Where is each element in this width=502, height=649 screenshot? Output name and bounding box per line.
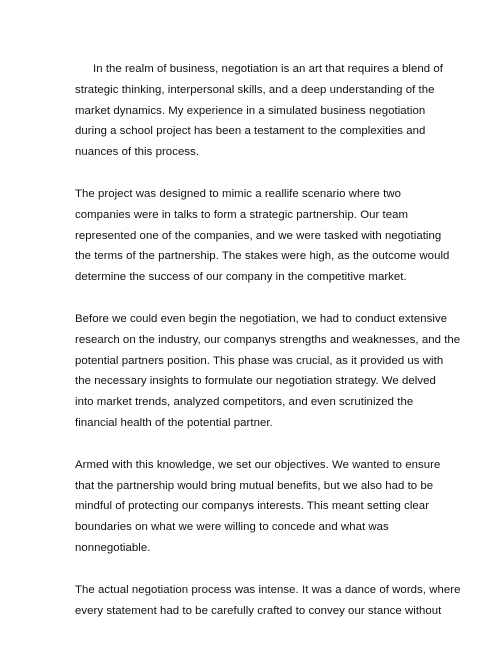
paragraph-line: mindful of protecting our companys interests. This meant setting clear bbox=[75, 500, 430, 513]
paragraph-line: represented one of the companies, and we were tasked with negotiating bbox=[75, 229, 442, 242]
paragraph-line: every statement had to be carefully crafted to convey our stance without bbox=[75, 604, 442, 617]
paragraph-line: determine the success of our company in the competitive market. bbox=[75, 271, 407, 284]
paragraph-line: In the realm of business, negotiation is an art that requires a blend of bbox=[93, 63, 443, 75]
paragraph-1 bbox=[75, 59, 443, 163]
paragraph-line: Armed with this knowledge, we set our objectives. We wanted to ensure bbox=[75, 458, 441, 471]
paragraph-line: the terms of the partnership. The stakes were high, as the outcome would bbox=[75, 250, 450, 263]
paragraph-line: market dynamics. My experience in a simulated business negotiation bbox=[75, 104, 426, 117]
paragraph-line: into market trends, analyzed competitors, and even scrutinized the bbox=[75, 396, 414, 409]
paragraph-line: that the partnership would bring mutual benefits, but we also had to be bbox=[75, 479, 434, 492]
paragraph-line: the necessary insights to formulate our negotiation strategy. We delved bbox=[75, 375, 436, 388]
paragraph-line: nuances of this process. bbox=[75, 146, 200, 159]
paragraph-5 bbox=[75, 580, 461, 622]
document-body bbox=[75, 59, 461, 642]
paragraph-line: The project was designed to mimic a reallife scenario where two bbox=[75, 187, 402, 200]
paragraph-line: The actual negotiation process was intense. It was a dance of words, where bbox=[75, 583, 461, 596]
paragraph-line: companies were in talks to form a strategic partnership. Our team bbox=[75, 208, 409, 221]
paragraph-3 bbox=[75, 309, 461, 434]
paragraph-4 bbox=[75, 455, 441, 559]
paragraph-line: nonnegotiable. bbox=[75, 541, 151, 554]
paragraph-line: boundaries on what we were willing to concede and what was bbox=[75, 521, 389, 534]
paragraph-2 bbox=[75, 184, 450, 288]
paragraph-line: research on the industry, our companys strengths and weaknesses, and the bbox=[75, 333, 461, 346]
paragraph-line: Before we could even begin the negotiation, we had to conduct extensive bbox=[75, 312, 448, 325]
paragraph-line: potential partners position. This phase was crucial, as it provided us with bbox=[75, 354, 444, 367]
paragraph-line: during a school project has been a testament to the complexities and bbox=[75, 125, 426, 138]
paragraph-line: strategic thinking, interpersonal skills, and a deep understanding of the bbox=[75, 83, 435, 96]
paragraph-line: financial health of the potential partner. bbox=[75, 416, 273, 429]
